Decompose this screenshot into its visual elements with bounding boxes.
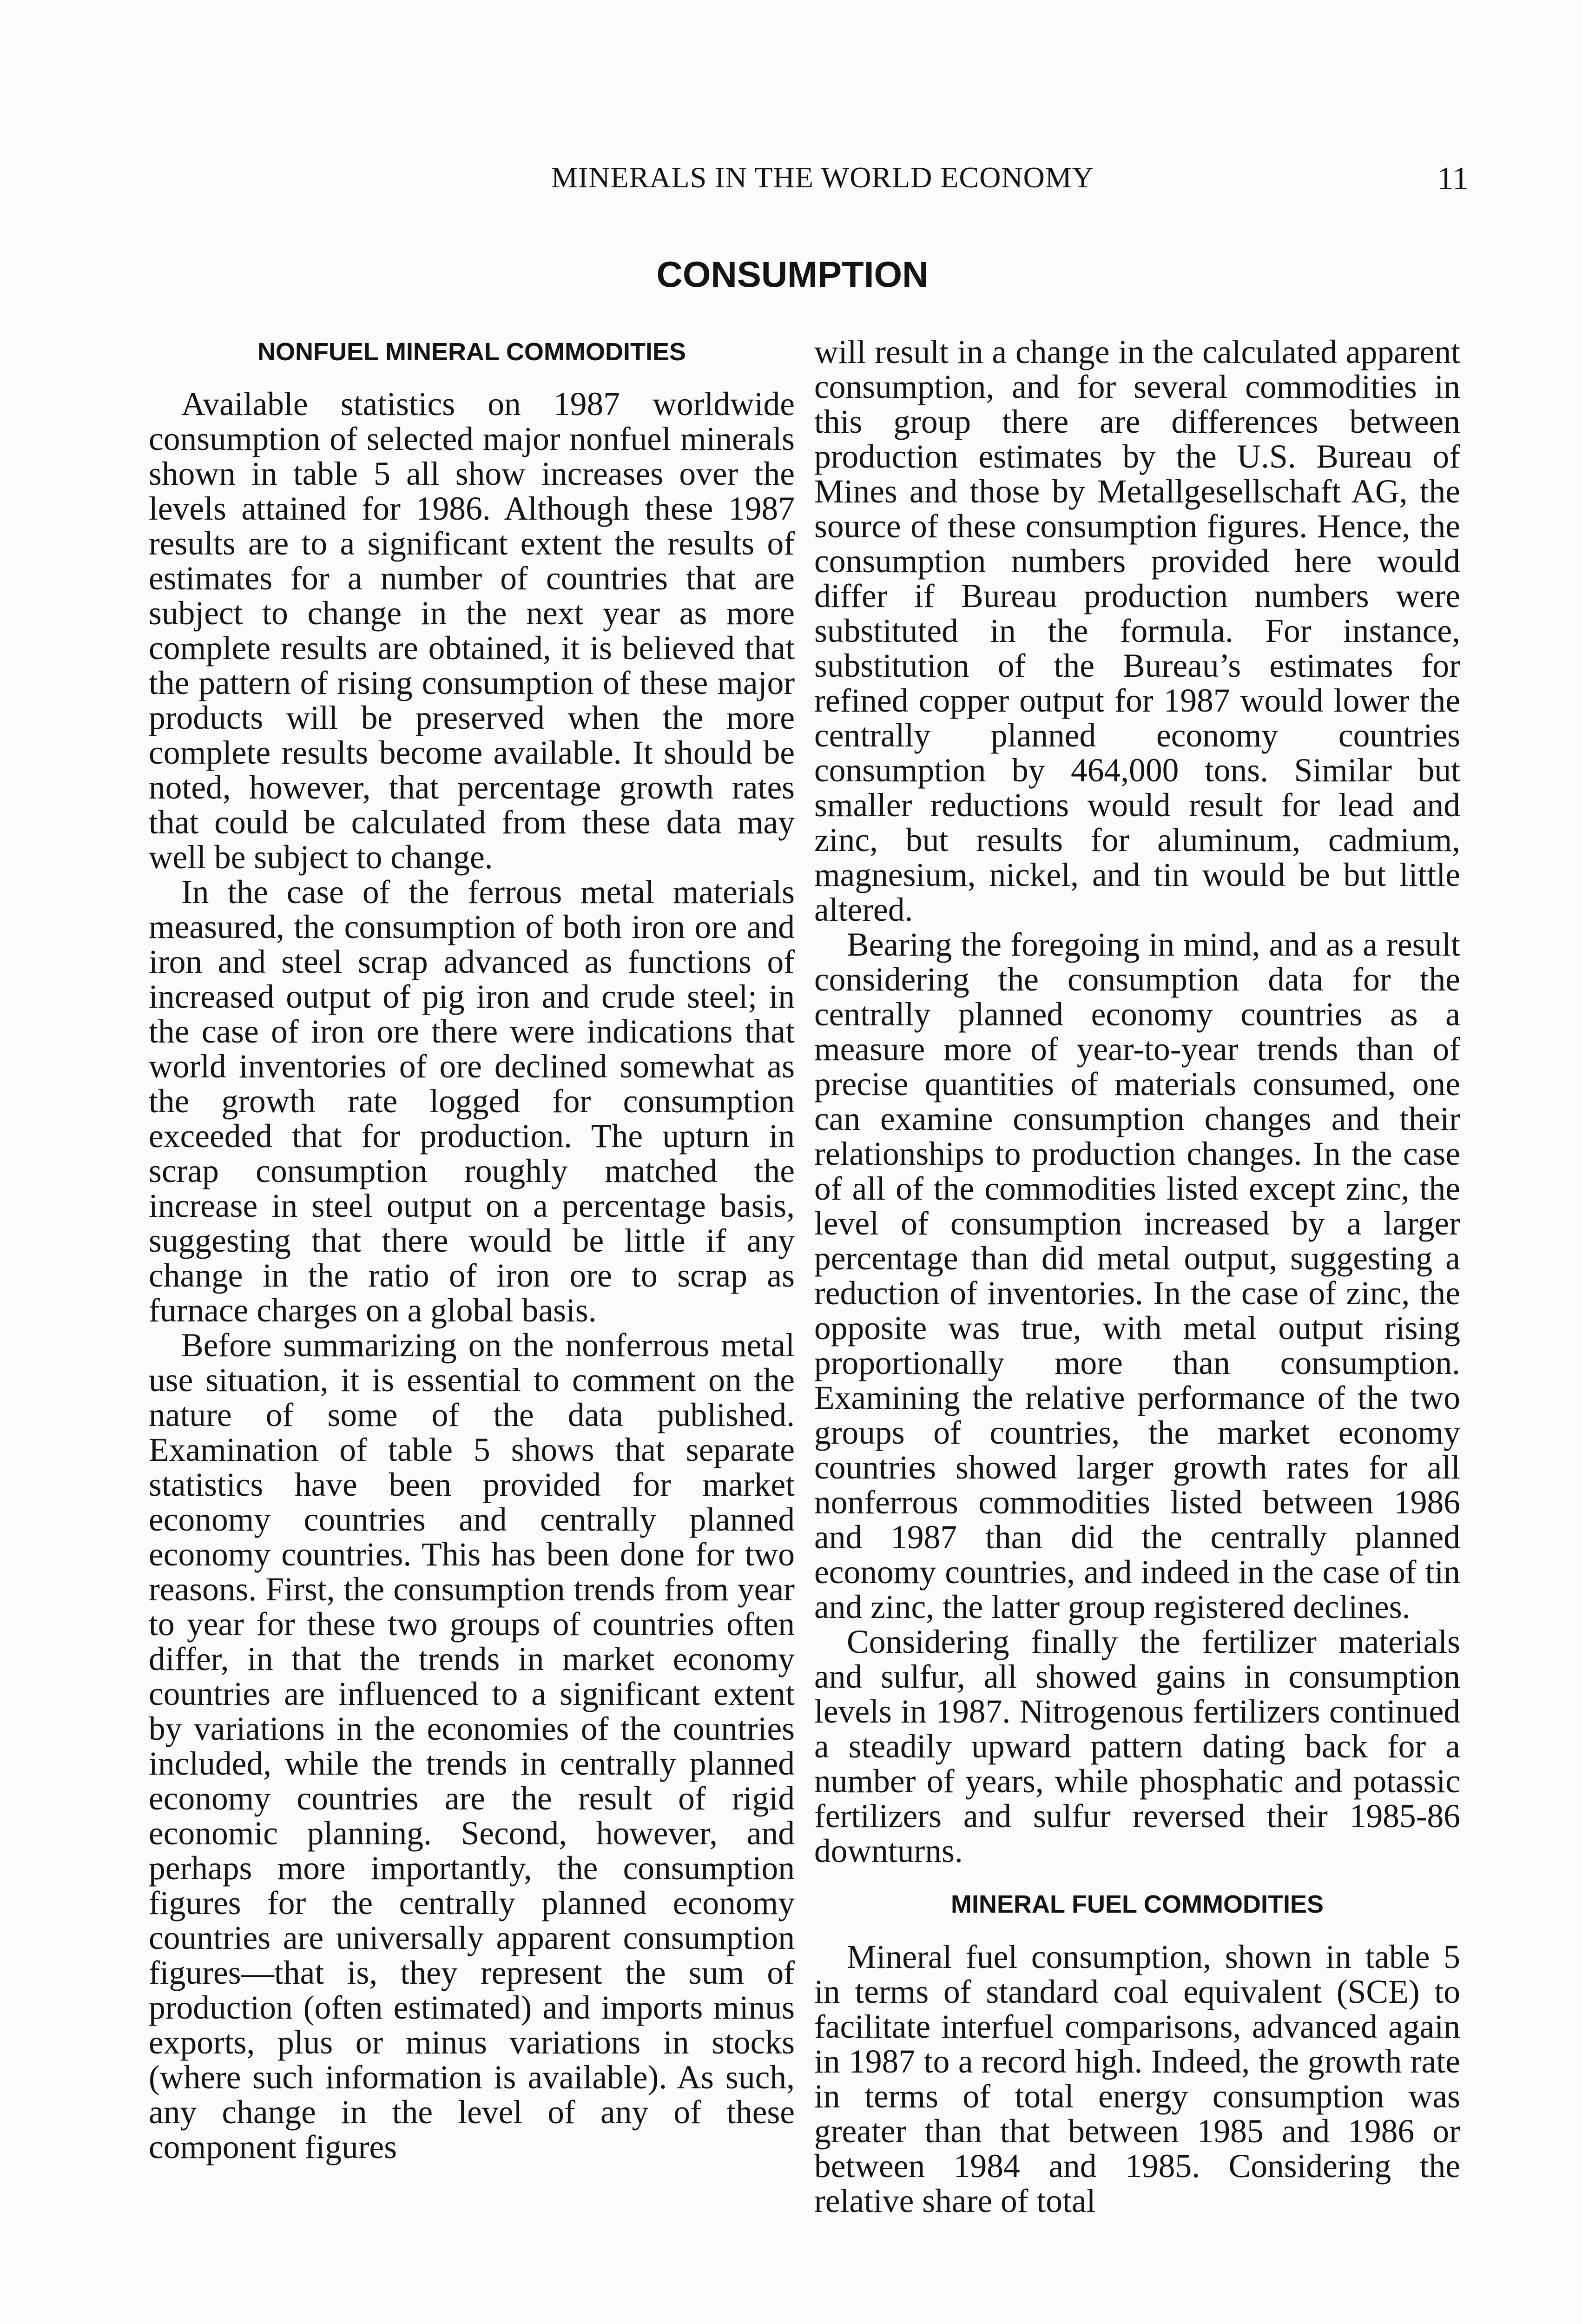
nonfuel-paragraph-1: Available statistics on 1987 worldwide consumption of selected major nonfuel minerals shown in table 5 all show increases over the levels attained for 1986. Although these 1987 results are to a significant extent the results of estimates for a number of countries that are subject to change in the next year as more complete results are obtained, it is believed that the pattern of rising consumption of these major products will be preserved when the more complete results become available. It should be noted, however, that percentage growth rates that could be calculated from these data may well be subject to change. xyxy=(149,386,795,876)
nonfuel-paragraph-3-continued: will result in a change in the calculated apparent consumption, and for several commodities in this group there are differences between production estimates by the U.S. Bureau of Mines and those by Metallgesellschaft AG, the source of these consumption figures. Hence, the consumption numbers provided here would differ if Bureau production numbers were substituted in the formula. For instance, substitution of the Bureau’s estimates for refined copper output for 1987 would lower the centrally planned economy countries consumption by 464,000 tons. Similar but smaller reductions would result for lead and zinc, but results for aluminum, cadmium, magnesium, nickel, and tin would be but little altered. xyxy=(814,334,1460,928)
nonfuel-paragraph-4: Bearing the foregoing in mind, and as a result considering the consumption data for the centrally planned economy countries as a measure more of year-to-year trends than of precise quantities of materials consumed, one can examine consumption changes and their relationships to production changes. In the case of all of the commodities listed except zinc, the level of consumption increased by a larger percentage than did metal output, suggesting a reduction of inventories. In the case of zinc, the opposite was true, with metal output rising proportionally more than consumption. Examining the relative performance of the two groups of countries, the market economy countries showed larger growth rates for all nonferrous commodities listed between 1986 and 1987 than did the centrally planned economy countries, and indeed in the case of tin and zinc, the latter group registered declines. xyxy=(814,926,1460,1625)
nonfuel-paragraph-5: Considering finally the fertilizer materials and sulfur, all showed gains in consumption levels in 1987. Nitrogenous fertilizers continued a steadily upward pattern dating back for a number of years, while phosphatic and potassic fertilizers and sulfur reversed their 1985-86 downturns. xyxy=(814,1624,1460,1869)
nonfuel-paragraph-2: In the case of the ferrous metal materials measured, the consumption of both iron ore and iron and steel scrap advanced as functions of increased output of pig iron and crude steel; in the case of iron ore there were indications that world inventories of ore declined somewhat as the growth rate logged for consumption exceeded that for production. The upturn in scrap consumption roughly matched the increase in steel output on a percentage basis, suggesting that there would be little if any change in the ratio of iron ore to scrap as furnace charges on a global basis. xyxy=(149,874,795,1329)
section-title: CONSUMPTION xyxy=(656,254,929,295)
nonfuel-heading: NONFUEL MINERAL COMMODITIES xyxy=(257,338,686,366)
running-title: MINERALS IN THE WORLD ECONOMY xyxy=(551,161,1094,194)
nonfuel-paragraph-3: Before summarizing on the nonferrous metal use situation, it is essential to comment on the nature of some of the data published. Examination of table 5 shows that separate statistics have been provided for market economy countries and centrally planned economy countries. This has been done for two reasons. First, the consumption trends from year to year for these two groups of countries often differ, in that the trends in market economy countries are influenced to a significant extent by variations in the economies of the countries included, while the trends in centrally planned economy countries are the result of rigid economic planning. Second, however, and perhaps more importantly, the consumption figures for the centrally planned economy countries are universally apparent consumption figures—that is, they represent the sum of production (often estimated) and imports minus exports, plus or minus variations in stocks (where such information is available). As such, any change in the level of any of these component figures xyxy=(149,1327,795,2166)
left-column xyxy=(149,335,795,2165)
right-column xyxy=(814,335,1460,2218)
fuel-heading: MINERAL FUEL COMMODITIES xyxy=(950,1890,1324,1918)
page-number: 11 xyxy=(1437,161,1469,197)
fuel-paragraph-1: Mineral fuel consumption, shown in table 5 in terms of standard coal equivalent (SCE) to facilitate interfuel comparisons, advanced again in 1987 to a record high. Indeed, the growth rate in terms of total energy consumption was greater than that between 1985 and 1986 or between 1984 and 1985. Considering the relative share of total xyxy=(814,1939,1460,2219)
